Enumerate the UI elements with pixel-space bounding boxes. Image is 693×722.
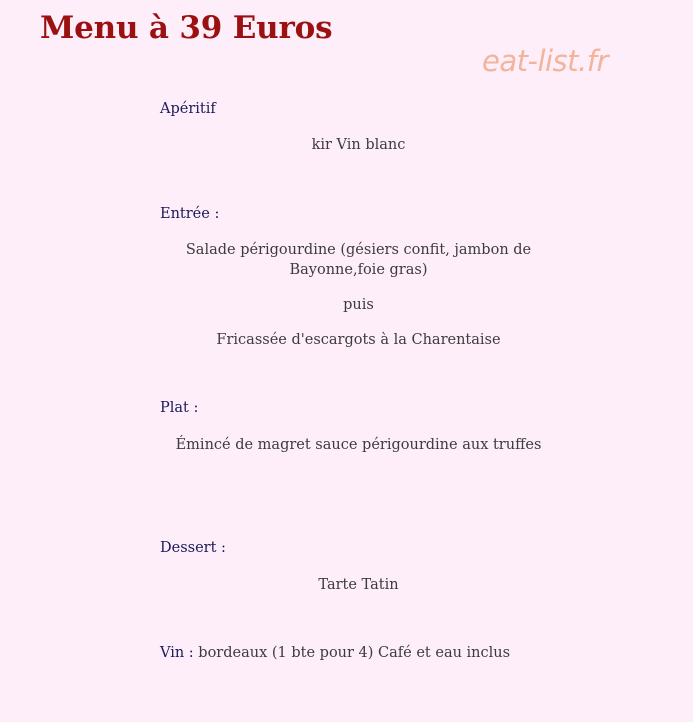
section-label-vin: Vin : xyxy=(160,645,194,661)
section-label-aperitif: Apéritif xyxy=(160,101,216,117)
menu-item-entree-2: Fricassée d'escargots à la Charentaise xyxy=(216,332,501,348)
menu-item-dessert: Tarte Tatin xyxy=(318,577,399,593)
watermark-logo: eat-list.fr xyxy=(482,44,608,78)
section-label-dessert: Dessert : xyxy=(160,540,226,556)
menu-title: Menu à 39 Euros xyxy=(40,10,333,46)
wine-line xyxy=(160,645,510,661)
menu-item-plat: Émincé de magret sauce périgourdine aux truffes xyxy=(175,437,542,453)
menu-item-aperitif: kir Vin blanc xyxy=(311,137,406,153)
menu-item-entree-1: Salade périgourdine (gésiers confit, jambon de Bayonne,foie gras) xyxy=(185,242,532,278)
section-label-entree: Entrée : xyxy=(160,206,220,222)
wine-description: bordeaux (1 bte pour 4) Café et eau inclus xyxy=(193,645,511,661)
menu-item-entree-separator: puis xyxy=(343,297,374,313)
section-label-plat: Plat : xyxy=(160,400,199,416)
